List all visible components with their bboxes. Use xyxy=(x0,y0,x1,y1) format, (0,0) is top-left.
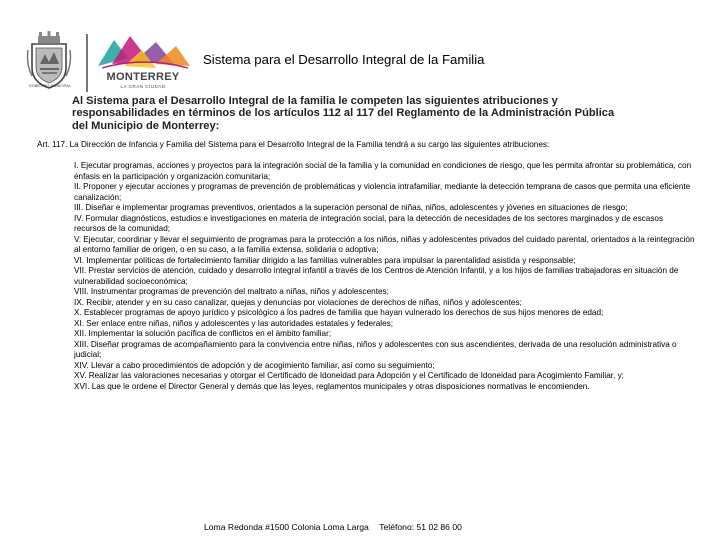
list-item: IV. Formular diagnósticos, estudios e investigaciones en materia de integración social, para la detección de necesidades de los sectores marginados y de escasos recursos de la comunidad; xyxy=(74,213,664,233)
list-item: VI. Implementar políticas de fortalecimiento familiar dirigido a las familias vulnerables para impulsar la parentalidad asistida y responsable; xyxy=(74,255,576,265)
shield-caption: GOBIERNO MUNICIPAL xyxy=(28,84,72,88)
list-item: IX. Recibir, atender y en su caso canalizar, quejas y denuncias por violaciones de derechos de niñas, niños y adolescentes; xyxy=(74,297,522,307)
list-item: XIII. Diseñar programas de acompañamiento para la convivencia entre niñas, niños y adolescentes con sus ascendientes, derivada de una resolución administrativa o judicial; xyxy=(74,339,677,359)
brand-tagline: LA GRAN CIUDAD xyxy=(120,84,166,89)
list-item: VII. Prestar servicios de atención, cuidado y desarrollo integral infantil a través de los Centros de Atención Infantil, y a los hijos de familias trabajadoras en situación de vulnerabilidad socioeconómica; xyxy=(74,266,679,286)
list-item: I. Ejecutar programas, acciones y proyectos para la integración social de la familia y la comunidad en condiciones de riesgo, que les permita afrontar su problemática, con énfasis en la participación y organización comunitaria; xyxy=(74,161,692,181)
list-item: VIII. Instrumentar programas de prevención del maltrato a niñas, niños y adolescentes; xyxy=(74,287,389,296)
header-divider xyxy=(86,34,88,92)
list-item: XI. Ser enlace entre niñas, niños y adolescentes y las autoridades estatales y federales; xyxy=(74,318,394,328)
page-title: Sistema para el Desarrollo Integral de la Familia xyxy=(203,52,485,67)
article-heading: Art. 117. La Dirección de Infancia y Familia del Sistema para el Desarrollo Integral de la Familia tendrá a su cargo las siguientes atribuciones: xyxy=(37,140,550,149)
list-item: XV. Realizar las valoraciones necesarias y otorgar el Certificado de Idoneidad para Adopción y el Certificado de Idoneidad para Acogimiento Familiar, y; xyxy=(74,371,624,380)
list-item: XII. Implementar la solución pacífica de conflictos en el ámbito familiar; xyxy=(74,329,332,338)
footer xyxy=(204,522,462,532)
list-item: X. Establecer programas de apoyo jurídico y psicológico a los padres de familia que hayan vulnerado los derechos de sus hijos menores de edad; xyxy=(74,308,604,317)
header xyxy=(0,0,720,96)
list-item: II. Proponer y ejecutar acciones y programas de prevención de problemáticas y violencia intrafamiliar, mediante la detección temprana de casos que permita una eficiente canalización; xyxy=(74,182,691,202)
footer-phone: Teléfono: 51 02 86 00 xyxy=(379,522,462,532)
intro-paragraph: Al Sistema para el Desarrollo Integral de la familia le competen las siguientes atribuciones y responsabilidades en términos de los artículos 112 al 117 del Reglamento de la Administración Pública del Municipio de Monterrey: xyxy=(72,95,615,132)
list-item: V. Ejecutar, coordinar y llevar el seguimiento de programas para la protección a los niños, niñas y adolescentes privados del cuidado parental, orientados a la reintegración al entorno familiar de origen, o en su caso, a la familia extensa, solidaria o adoptiva; xyxy=(74,234,695,254)
list-item: III. Diseñar e implementar programas preventivos, orientados a la superación personal de niñas, niños, adolescentes y jóvenes en situaciones de riesgo; xyxy=(74,203,628,212)
footer-address: Loma Redonda #1500 Colonia Loma Larga xyxy=(204,522,369,532)
monterrey-logo-icon xyxy=(94,32,194,72)
attributions-list xyxy=(74,161,696,392)
coat-of-arms-icon xyxy=(26,30,72,92)
list-item: XIV. Llevar a cabo procedimientos de adopción y de acogimiento familiar, así como su seguimiento; xyxy=(74,360,435,370)
brand-name: MONTERREY xyxy=(106,71,180,83)
list-item: XVI. Las que le ordene el Director General y demás que las leyes, reglamentos municipales y otras disposiciones normativas le encomienden. xyxy=(74,381,590,391)
